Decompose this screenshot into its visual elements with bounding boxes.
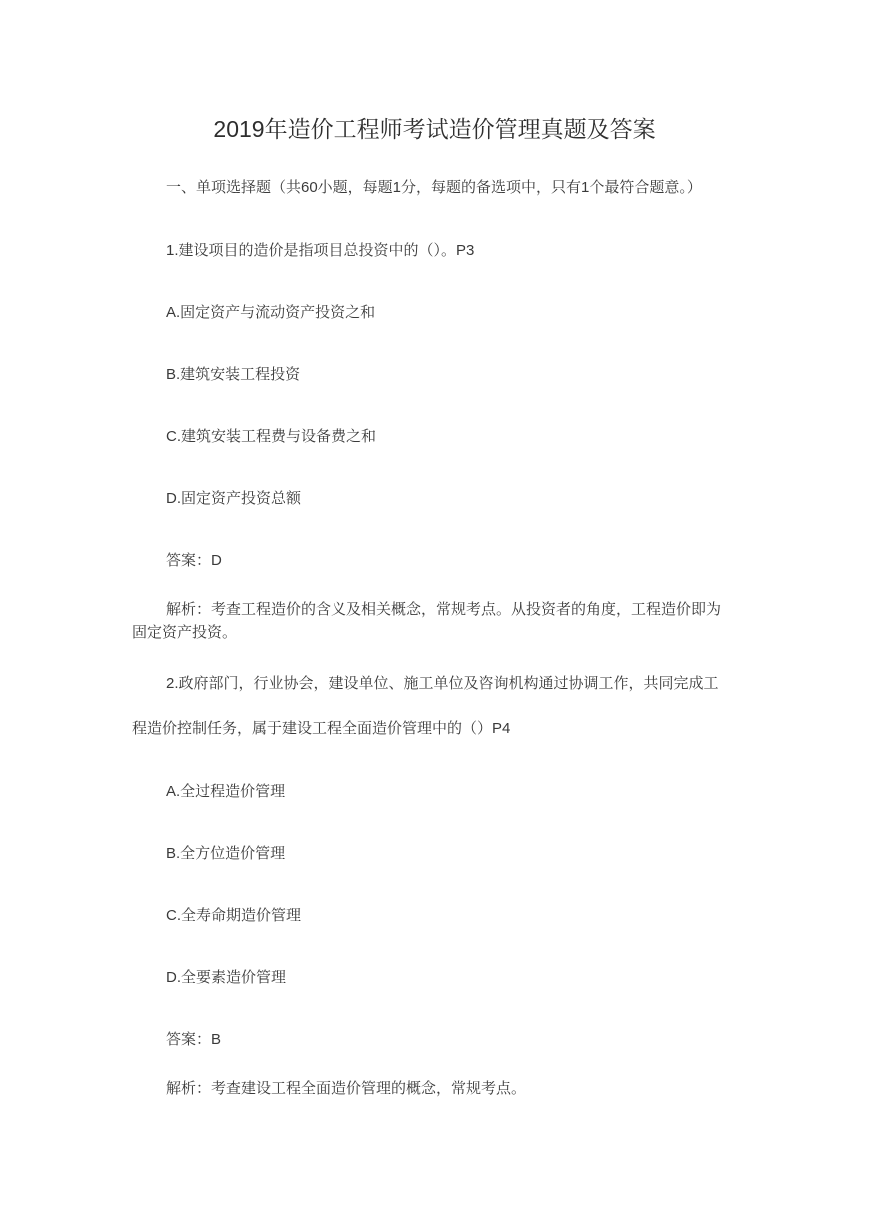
question-2-stem-line-2: 程造价控制任务，属于建设工程全面造价管理中的（）P4 bbox=[132, 720, 511, 737]
question-1-answer: 答案：D bbox=[166, 552, 222, 569]
question-1-analysis-line-2: 固定资产投资。 bbox=[132, 624, 238, 641]
question-2-option-d: D.全要素造价管理 bbox=[166, 969, 287, 986]
question-1-option-c: C.建筑安装工程费与设备费之和 bbox=[166, 428, 377, 445]
question-2-stem-line-1: 2.政府部门，行业协会，建设单位、施工单位及咨询机构通过协调工作，共同完成工 bbox=[166, 675, 719, 692]
question-2-answer: 答案：B bbox=[166, 1031, 222, 1048]
question-1-option-b: B.建筑安装工程投资 bbox=[166, 366, 301, 383]
question-2-option-b: B.全方位造价管理 bbox=[166, 845, 286, 862]
question-1-stem: 1.建设项目的造价是指项目总投资中的（）。P3 bbox=[166, 242, 475, 259]
question-1-analysis-line-1: 解析：考查工程造价的含义及相关概念，常规考点。从投资者的角度，工程造价即为 bbox=[166, 601, 722, 618]
question-2-option-a: A.全过程造价管理 bbox=[166, 783, 286, 800]
question-2-analysis-line-1: 解析：考查建设工程全面造价管理的概念，常规考点。 bbox=[166, 1080, 527, 1097]
document-title: 2019年造价工程师考试造价管理真题及答案 bbox=[213, 116, 656, 142]
question-2-option-c: C.全寿命期造价管理 bbox=[166, 907, 302, 924]
question-1-option-d: D.固定资产投资总额 bbox=[166, 490, 302, 507]
section-heading: 一、单项选择题（共60小题，每题1分，每题的备选项中，只有1个最符合题意。） bbox=[166, 179, 702, 196]
question-1-option-a: A.固定资产与流动资产投资之和 bbox=[166, 304, 376, 321]
